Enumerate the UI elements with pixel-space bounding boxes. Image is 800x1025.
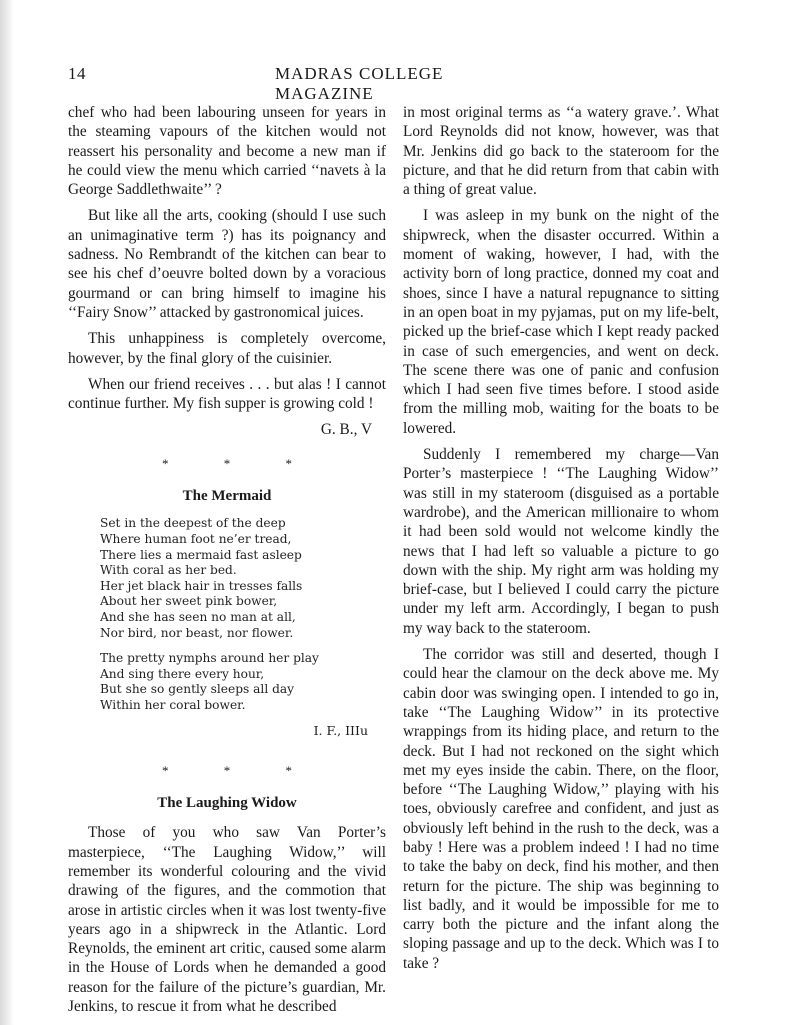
poem-line: Set in the deepest of the deep: [100, 516, 286, 531]
essay-paragraph: When our friend receives . . . but alas ! I cannot continue further. My fish supper is growing cold !: [68, 375, 386, 413]
poem-line: Where human foot ne’er tread,: [100, 531, 292, 546]
story-paragraph: I was asleep in my bunk on the night of the shipwreck, when the disaster occurred. Within a moment of waking, however, I had, with the activity born of long practice, donned my coat and shoes, since I have a natural repugnance to sitting in an open boat in my pyjamas, put on my life-belt, picked up the brief-case which I kept ready packed in case of such emergencies, and went on deck. The scene there was one of panic and confusion which I had seen five times before. I stood aside from the milling mob, waiting for the boats to be lowered.: [403, 207, 719, 437]
poem-line: And sing there every hour,: [100, 666, 265, 681]
story-paragraph: Suddenly I remembered my charge—Van Porter’s masterpiece ! ‘‘The Laughing Widow’’ was still in my stateroom (disguised as a portable wardrobe), and the American millionaire to whom it had been sold would not welcome kindly the news that I had left so valuable a picture to go down with the ship. My right arm was holding my brief-case, but I believed I could carry the picture under my left arm. Accordingly, I began to push my way back to the stateroom.: [403, 446, 719, 637]
poem-line: Her jet black hair in tresses falls: [100, 578, 303, 593]
poem-line: And she has seen no man at all,: [100, 609, 296, 624]
poem-line: With coral as her bed.: [100, 563, 237, 578]
left-column: [68, 103, 386, 1023]
page-header: [68, 64, 528, 103]
section-separator: * * *: [162, 762, 318, 778]
poem-line: Nor bird, nor beast, nor flower.: [100, 625, 294, 640]
story-paragraph: The corridor was still and deserted, though I could hear the clamour on the deck above me. My cabin door was swinging open. I intended to go in, take ‘‘The Laughing Widow’’ in its protective wrappings from its hiding place, and return to the deck. But I had not reckoned on the sight which met my eyes inside the cabin. There, on the floor, before ‘‘The Laughing Widow,’’ playing with his toes, obviously carefree and confident, and just as obviously left behind in the rush to the deck, was a baby ! Here was a problem indeed ! I had no time to take the baby on deck, find his mother, and then return for the picture. The ship was beginning to list badly, and it would be impossible for me to carry both the picture and the infant along the sloping passage and up to the deck. Which was I to take ?: [403, 646, 719, 972]
poem-line: But she so gently sleeps all day: [100, 682, 295, 697]
story-title: The Laughing Widow: [157, 795, 297, 812]
poem-signature: I. F., IIIu: [313, 723, 368, 739]
poem-line: There lies a mermaid fast asleep: [100, 547, 302, 562]
section-separator: * * *: [162, 455, 318, 471]
essay-paragraph: chef who had been labouring unseen for years in the steaming vapours of the kitchen would not reassert his personality and become a new man if he could view the menu which carried ‘‘navets à la George Saddlethwaite’’ ?: [68, 104, 386, 199]
page-number: 14: [68, 64, 86, 83]
poem-line: Within her coral bower.: [100, 697, 246, 712]
page-edge-shadow: [0, 0, 14, 1025]
running-title: MADRAS COLLEGE MAGAZINE: [275, 64, 444, 103]
right-column: [403, 103, 719, 980]
essay-signature: G. B., V: [320, 421, 372, 439]
poem-title: The Mermaid: [182, 488, 272, 505]
essay-paragraph: But like all the arts, cooking (should I use such an unimaginative term ?) has its poignancy and sadness. No Rembrandt of the kitchen can bear to see his chef d’oeuvre bolted down by a voracious gourmand or can bring himself to imagine his ‘‘Fairy Snow’’ attacked by gastronomical juices.: [68, 207, 386, 321]
poem-body: [100, 516, 386, 713]
poem-line: About her sweet pink bower,: [100, 594, 278, 609]
poem-line: The pretty nymphs around her play: [100, 651, 319, 666]
story-paragraph: Those of you who saw Van Porter’s masterpiece, ‘‘The Laughing Widow,’’ will remember its wonderful colouring and the vivid drawing of the figures, and the commotion that arose in artistic circles when it was lost twenty-five years ago in a shipwreck in the Atlantic. Lord Reynolds, the eminent art critic, caused some alarm in the House of Lords when he demanded a good reason for the failure of the picture’s guardian, Mr. Jenkins, to rescue it from what he described: [68, 824, 386, 1016]
essay-paragraph: This unhappiness is completely overcome, however, by the final glory of the cuisinier.: [68, 330, 386, 367]
poem-stanza: [100, 516, 386, 641]
story-paragraph: in most original terms as ‘‘a watery grave.’. What Lord Reynolds did not know, however, was that Mr. Jenkins did go back to the stateroom for the picture, and that he did return from that cabin with a thing of great value.: [403, 104, 719, 199]
poem-stanza: [100, 651, 386, 713]
